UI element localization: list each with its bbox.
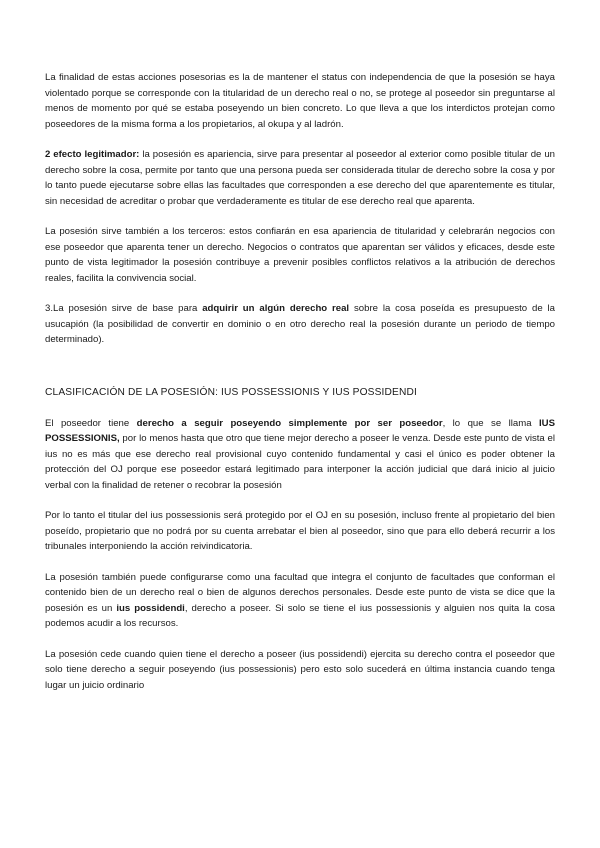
bold-ius-possidendi: ius possidendi — [116, 602, 185, 614]
paragraph-titular-protegido: Por lo tanto el titular del ius possessionis será protegido por el OJ en su posesión, incluso frente al propietario del bien poseído, propietario que no podrá por su cuenta arrebatar el bien al poseedor, sino que para ello deberá recurrir a los tribunales interponiendo la acción reivindicatoria. — [45, 510, 555, 552]
text-p7-a: La posesión también puede configurarse como una facultad que integra el conjunto de facultades que conforman el contenido bien de un derecho real o bien de algunos derechos personales. Desde este punto de vista se dice que la posesión es un — [45, 571, 555, 614]
text-p5-a: El poseedor tiene — [45, 417, 137, 429]
paragraph-terceros: La posesión sirve también a los terceros: estos confiarán en esa apariencia de titularidad y celebrarán negocios con ese poseedor que aparenta tener un derecho. Negocios o contratos que aparentan ser válidos y eficaces, desde este punto de vista legitimador la posesión contribuye a prevenir posibles conflictos relativos a la atribución de derechos reales, facilita la convivencia social. — [45, 226, 555, 284]
paragraph-posesion-cede: La posesión cede cuando quien tiene el derecho a poseer (ius possidendi) ejercita su derecho contra el poseedor que solo tiene derecho a seguir poseyendo (ius possessionis) pero esto solo sucederá en última instancia cuando tenga lugar un juicio ordinario — [45, 648, 555, 691]
text-p7-b: , derecho a poseer. Si solo se tiene el ius possessionis y alguien nos quita la cosa podemos acudir a los recursos. — [45, 602, 555, 629]
bold-derecho-seguir: derecho a seguir poseyendo simplemente por ser poseedor — [136, 417, 443, 429]
paragraph-ius-possessionis — [45, 416, 555, 494]
paragraph-ius-possidendi — [45, 570, 555, 632]
paragraph-acciones-posesorias: La finalidad de estas acciones posesorias es la de mantener el status con independencia de que la posesión se haya violentado porque se corresponde con la titularidad de un derecho real o no, se protege al poseedor sin preguntarse al menos de momento por qué se estaba poseyendo un bien concreto. Lo que lleva a que los interdictos protejan como poseedores de la misma forma a los propietarios, al okupa y al ladrón. — [45, 72, 555, 130]
text-p5-c: por lo menos hasta que otro que tiene mejor derecho a poseer le venza. Desde este punto de vista el ius no es más que ese derecho real provisional cuyo contenido fundamental y casi el único es poder obtener la protección del OJ porque ese poseedor estará legitimado para interponer la acción judicial que dará inicio al juicio verbal con la finalidad de retener o recobrar la posesión — [45, 433, 555, 491]
paragraph-efecto-legitimador — [45, 147, 555, 209]
text-p5-b: , lo que se llama — [442, 417, 539, 429]
bold-ius-possessionis: IUS POSSESSIONIS, — [45, 417, 555, 444]
bold-efecto-legitimador: 2 efecto legitimador: — [45, 149, 140, 160]
text-efecto-legitimador: la posesión es apariencia, sirve para presentar al poseedor al exterior como posible titular de un derecho sobre la cosa, permite por tanto que una persona pueda ser considerada titular de derecho sobre la cosa y por lo tanto puede ejecutarse sobre ellas las facultades que corresponden a ese derecho del que aparentemente es titular, sin necesidad de acreditar o probar que verdaderamente es titular de ese derecho real que aparenta. — [45, 149, 555, 207]
section-heading: CLASIFICACIÓN DE LA POSESIÓN: IUS POSSESSIONIS Y IUS POSSIDENDI — [45, 386, 417, 398]
text-adquirir-a: 3.La posesión sirve de base para — [45, 303, 203, 314]
text-adquirir-b: sobre la cosa poseída es presupuesto de la usucapión (la posibilidad de convertir en dominio o en otro derecho real la posesión durante un periodo de tiempo determinado). — [45, 303, 555, 345]
bold-adquirir-derecho: adquirir un algún derecho real — [202, 303, 350, 314]
paragraph-adquirir-derecho — [45, 301, 555, 348]
